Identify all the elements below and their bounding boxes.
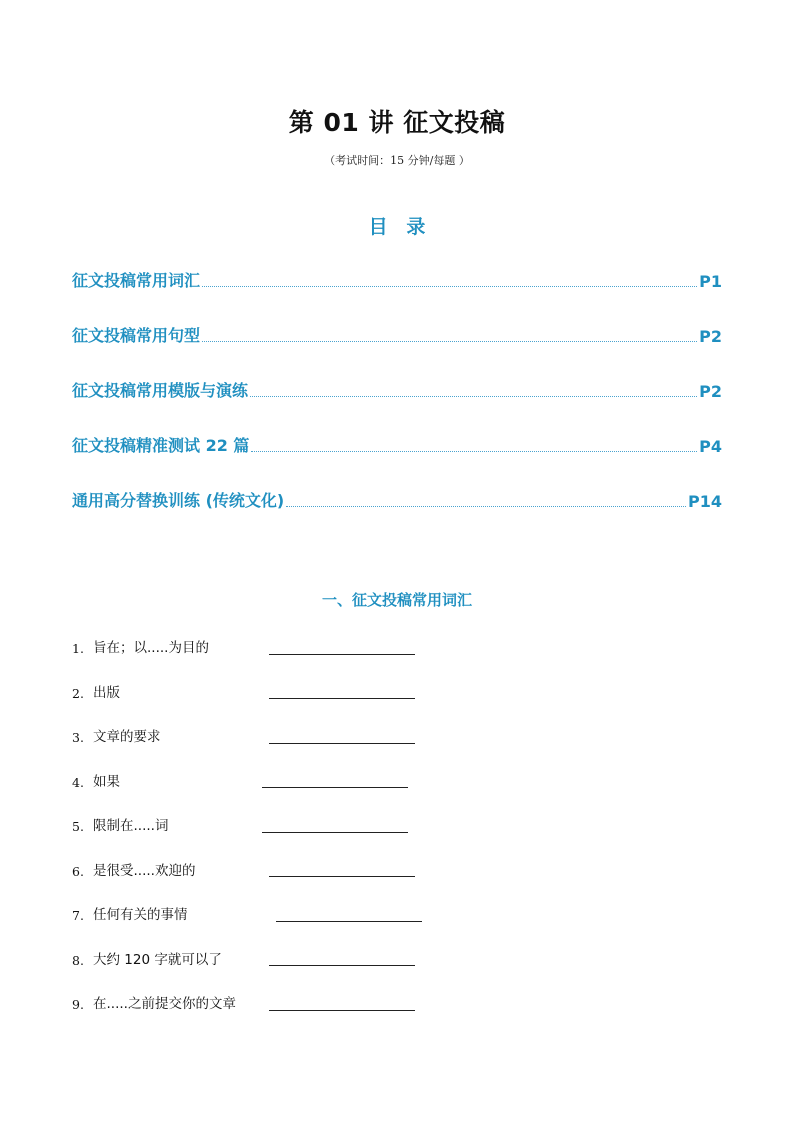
toc-leader-dots: [202, 341, 697, 342]
toc-entry-page: P4: [699, 437, 722, 456]
vocab-item: [72, 636, 209, 656]
toc-entry-vocabulary[interactable]: [72, 267, 722, 291]
answer-blank[interactable]: [269, 654, 415, 655]
vocab-item: [72, 681, 120, 701]
toc-entry-label: 通用高分替换训练 (传统文化): [72, 491, 285, 510]
vocab-item: [72, 859, 195, 879]
toc-entry-label: 征文投稿常用句型: [72, 326, 201, 345]
item-text: 出版: [93, 685, 120, 701]
item-number: 9.: [72, 997, 84, 1012]
item-text: 大约 120 字就可以了: [93, 952, 222, 968]
item-text: 如果: [93, 774, 120, 790]
item-number: 3.: [72, 730, 84, 745]
item-text: 限制在.....词: [93, 818, 169, 834]
page-title: 第 01 讲 征文投稿: [288, 108, 506, 137]
item-text: 文章的要求: [93, 729, 161, 745]
toc-entry-page: P2: [699, 382, 722, 401]
toc-entry-page: P2: [699, 327, 722, 346]
toc-entry-tests[interactable]: [72, 432, 722, 456]
toc-entry-label: 征文投稿精准测试 22 篇: [72, 436, 250, 455]
answer-blank[interactable]: [269, 743, 415, 744]
item-number: 6.: [72, 864, 84, 879]
toc-entry-page: P14: [688, 492, 722, 511]
toc-leader-dots: [250, 396, 697, 397]
item-number: 7.: [72, 908, 84, 923]
vocab-item: [72, 725, 161, 745]
toc-entry-replacement-training[interactable]: [72, 487, 722, 511]
exam-time-note: （考试时间：15 分钟/每题 ）: [324, 154, 470, 167]
answer-blank[interactable]: [269, 698, 415, 699]
toc-leader-dots: [251, 451, 697, 452]
vocab-item: [72, 992, 236, 1012]
toc-entry-sentence-patterns[interactable]: [72, 322, 722, 346]
item-text: 旨在；以.....为目的: [93, 640, 209, 656]
item-number: 8.: [72, 953, 84, 968]
answer-blank[interactable]: [269, 965, 415, 966]
toc-heading-char: 目: [368, 216, 388, 238]
toc-leader-dots: [286, 506, 686, 507]
answer-blank[interactable]: [262, 832, 408, 833]
toc-entry-label: 征文投稿常用词汇: [72, 271, 201, 290]
answer-blank[interactable]: [269, 876, 415, 877]
toc-heading-char: 录: [406, 216, 426, 238]
answer-blank[interactable]: [276, 921, 422, 922]
answer-blank[interactable]: [262, 787, 408, 788]
item-text: 在.....之前提交你的文章: [93, 996, 236, 1012]
toc-entry-label: 征文投稿常用模版与演练: [72, 381, 249, 400]
vocab-item: [72, 948, 222, 968]
vocab-item: [72, 814, 168, 834]
item-number: 4.: [72, 775, 84, 790]
toc-heading: [0, 212, 794, 239]
section-heading: 一、征文投稿常用词汇: [321, 591, 472, 609]
answer-blank[interactable]: [269, 1010, 415, 1011]
toc-entry-templates[interactable]: [72, 377, 722, 401]
item-text: 是很受.....欢迎的: [93, 863, 196, 879]
vocab-item: [72, 770, 120, 790]
vocab-item: [72, 903, 188, 923]
item-number: 2.: [72, 686, 84, 701]
toc-leader-dots: [202, 286, 697, 287]
toc-entry-page: P1: [699, 272, 722, 291]
item-number: 5.: [72, 819, 84, 834]
item-text: 任何有关的事情: [93, 907, 188, 923]
item-number: 1.: [72, 641, 84, 656]
